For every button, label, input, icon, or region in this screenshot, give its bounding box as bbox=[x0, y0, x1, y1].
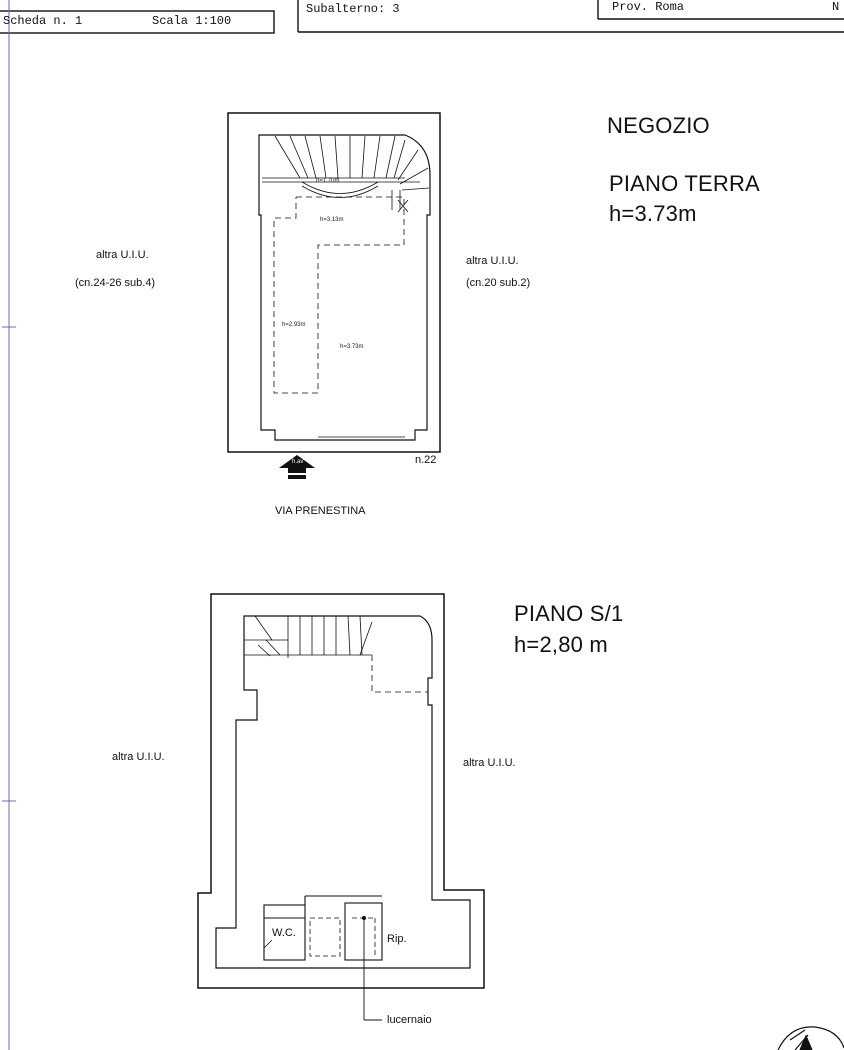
skylight-label: lucernaio bbox=[387, 1014, 432, 1026]
basement-left-neighbor: altra U.I.U. bbox=[112, 751, 165, 763]
ground-left-neighbor-ref: (cn.24-26 sub.4) bbox=[75, 277, 156, 289]
header-corner-letter: N bbox=[832, 0, 840, 14]
basement-fixtures bbox=[310, 918, 375, 956]
ground-floor-use: NEGOZIO bbox=[607, 113, 710, 138]
province: Prov. Roma bbox=[612, 0, 685, 14]
height-mark-upper: h=3.13m bbox=[320, 217, 344, 223]
ground-right-neighbor-ref: (cn.20 sub.2) bbox=[466, 277, 531, 289]
basement-inner-wall bbox=[216, 616, 470, 968]
entrance-mark: h.av bbox=[292, 459, 304, 465]
height-mark-stair: h=1.70m bbox=[316, 178, 340, 184]
basement-title: PIANO S/1 bbox=[514, 601, 624, 626]
basement-plan bbox=[198, 594, 484, 1020]
ground-right-neighbor: altra U.I.U. bbox=[466, 255, 519, 267]
basement-stairs bbox=[244, 616, 372, 658]
basement-height: h=2,80 m bbox=[514, 632, 608, 657]
drawing-scale: Scala 1:100 bbox=[152, 14, 232, 28]
basement-dashed-zone bbox=[372, 655, 428, 692]
basement-right-neighbor: altra U.I.U. bbox=[463, 757, 516, 769]
ground-floor-title: PIANO TERRA bbox=[609, 171, 760, 196]
wc-label: W.C. bbox=[272, 927, 296, 939]
ground-floor-height: h=3.73m bbox=[609, 201, 697, 226]
civic-number: n.22 bbox=[415, 454, 437, 466]
storage-label: Rip. bbox=[387, 933, 407, 945]
sheet-number: Scheda n. 1 bbox=[3, 14, 83, 28]
basement-outer-wall bbox=[198, 594, 484, 988]
street-name: VIA PRENESTINA bbox=[275, 505, 366, 517]
ground-floor-plan bbox=[228, 113, 440, 452]
ground-inner-wall bbox=[259, 135, 430, 440]
margin-line bbox=[2, 0, 16, 1050]
ground-left-neighbor: altra U.I.U. bbox=[96, 249, 149, 261]
ground-height-zones bbox=[274, 197, 404, 393]
subalterno: Subalterno: 3 bbox=[306, 2, 400, 16]
ground-outer-wall bbox=[228, 113, 440, 452]
header-frame bbox=[0, 0, 844, 33]
height-mark-left: h=2.93m bbox=[282, 322, 306, 328]
height-mark-main: h=3.73m bbox=[340, 344, 364, 350]
north-arrow-icon bbox=[778, 1027, 844, 1050]
